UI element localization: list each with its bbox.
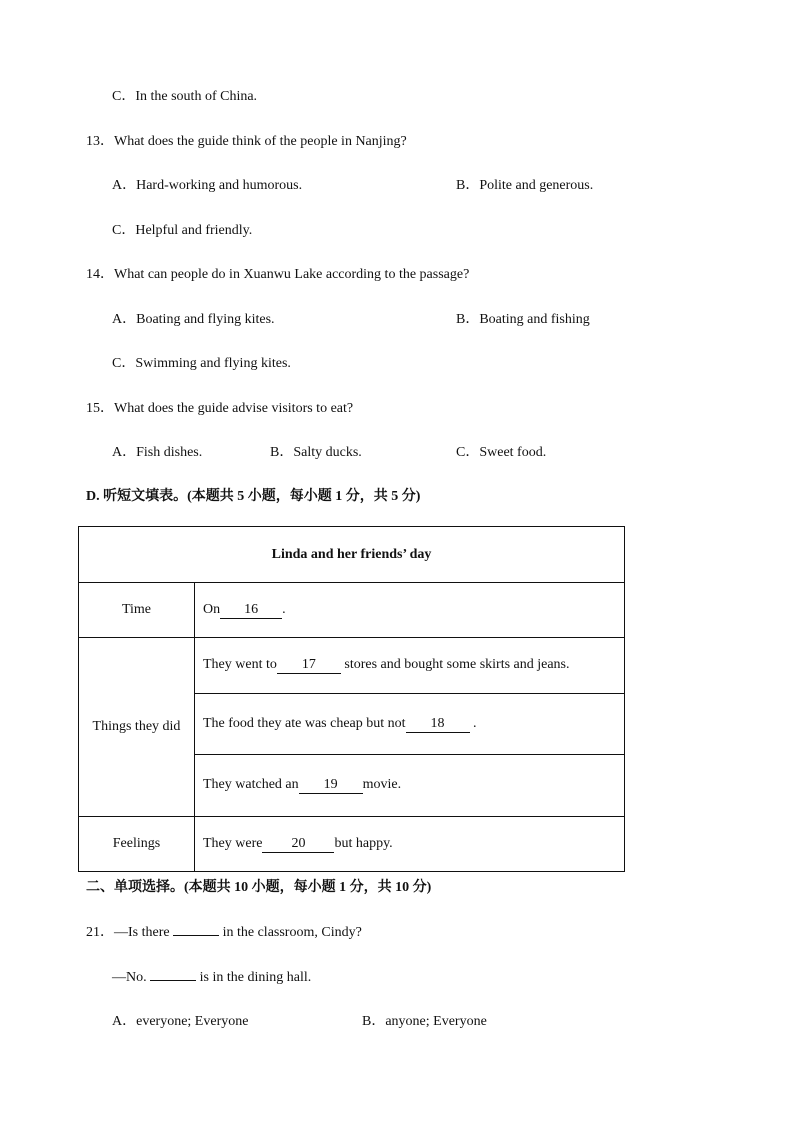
time-post: . <box>282 601 286 617</box>
q14-option-a: A．Boating and flying kites. <box>112 312 275 327</box>
table-title: Linda and her friends’ day <box>79 527 625 583</box>
q21-line2 <box>112 969 311 987</box>
q13-option-c: C．Helpful and friendly. <box>112 223 253 238</box>
row1-post: stores and bought some skirts and jeans. <box>340 657 570 672</box>
section-d-heading: D. 听短文填表。(本题共 5 小题，每小题 1 分，共 5 分) <box>86 489 421 504</box>
q14-question: 14．What can people do in Xuanwu Lake according to the passage? <box>86 267 470 282</box>
q21-blank-1[interactable] <box>173 935 219 936</box>
blank-16[interactable]: 16 <box>220 602 282 619</box>
q21-line1-pre: 21．—Is there <box>86 925 174 940</box>
q14-option-c: C．Swimming and flying kites. <box>112 356 291 371</box>
row4-post: but happy. <box>334 835 393 851</box>
row3-pre: They watched an <box>203 777 299 792</box>
q21-line1 <box>86 924 362 942</box>
q13-option-b: B．Polite and generous. <box>456 178 594 193</box>
q14-option-b: B．Boating and fishing <box>456 312 590 327</box>
q15-option-c: C．Sweet food. <box>456 445 547 460</box>
time-pre: On <box>203 601 221 617</box>
time-cell <box>195 583 625 638</box>
row2-post: . <box>469 715 477 731</box>
q21-blank-2[interactable] <box>150 980 196 981</box>
time-label: Time <box>79 583 195 638</box>
row2-pre: The food they ate was cheap but not <box>203 715 406 731</box>
q15-option-a: A．Fish dishes. <box>112 445 203 460</box>
row4-cell <box>195 817 625 872</box>
blank-19[interactable]: 19 <box>299 777 363 794</box>
q21-line2-pre: —No. <box>112 970 151 985</box>
q13-question: 13．What does the guide think of the people in Nanjing? <box>86 134 407 149</box>
blank-20[interactable]: 20 <box>262 836 334 853</box>
q15-question: 15．What does the guide advise visitors to eat? <box>86 401 354 416</box>
q12-option-c: C．In the south of China. <box>112 89 258 104</box>
q13-option-a: A．Hard-working and humorous. <box>112 178 303 193</box>
section-2-heading: 二、单项选择。(本题共 10 小题，每小题 1 分，共 10 分) <box>86 880 432 895</box>
q21-option-a: A．everyone; Everyone <box>112 1014 249 1029</box>
things-label: Things they did <box>79 638 195 817</box>
q21-line2-post: is in the dining hall. <box>196 970 312 985</box>
row3-post: movie. <box>362 777 402 792</box>
blank-18[interactable]: 18 <box>406 716 470 733</box>
blank-17[interactable]: 17 <box>277 657 341 674</box>
row4-pre: They were <box>203 835 263 851</box>
q21-option-b: B．anyone; Everyone <box>362 1014 487 1029</box>
row1-pre: They went to <box>203 657 277 672</box>
row2-cell <box>195 694 625 755</box>
row3-cell <box>195 755 625 817</box>
q15-option-b: B．Salty ducks. <box>270 445 362 460</box>
feelings-label: Feelings <box>79 817 195 872</box>
row1-cell <box>195 638 625 694</box>
q21-line1-post: in the classroom, Cindy? <box>219 925 362 940</box>
fill-in-table <box>78 526 625 872</box>
